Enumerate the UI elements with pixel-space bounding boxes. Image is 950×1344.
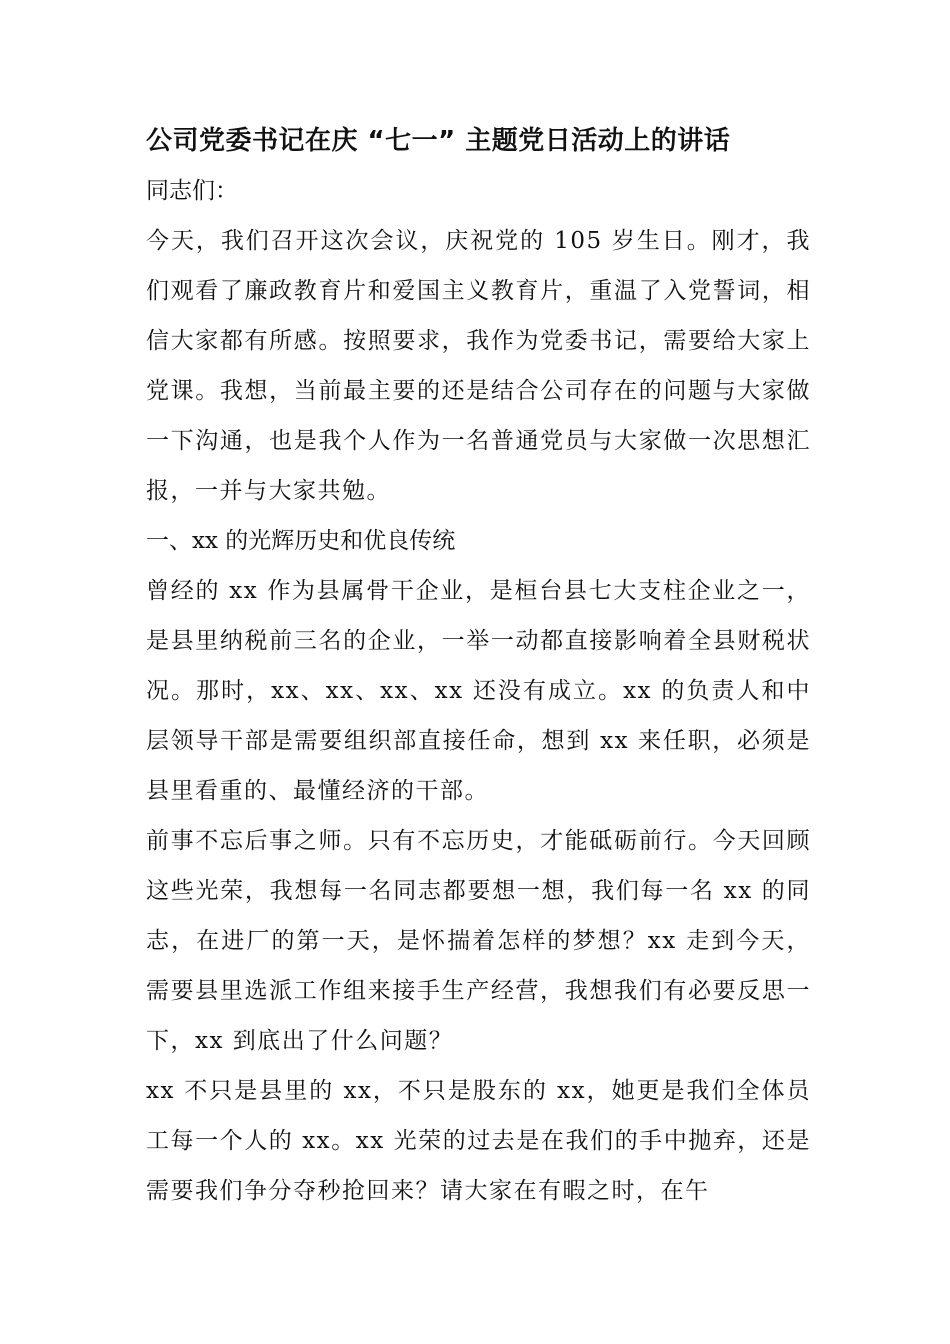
paragraph-opening: 今天，我们召开这次会议，庆祝党的 105 岁生日。刚才，我们观看了廉政教育片和爱国主义教育片，重温了入党誓词，相信大家都有所感。按照要求，我作为党委书记，需要给大家上党课。我想，当前最主要的还是结合公司存在的问题与大家做一下沟通，也是我个人作为一名普通党员与大家做一次思想汇报，一并与大家共勉。: [146, 228, 811, 504]
document-title: 公司党委书记在庆 “七一” 主题党日活动上的讲话: [146, 126, 731, 156]
document-body: [146, 116, 811, 1216]
paragraph-reflection: 前事不忘后事之师。只有不忘历史，才能砥砺前行。今天回顾这些光荣，我想每一名同志都要想一想，我们每一名 xx 的同志，在进厂的第一天，是怀揣着怎样的梦想？xx 走到今天，需要县里选派工作组来接手生产经营，我想我们有必要反思一下，xx 到底出了什么问题？: [146, 828, 811, 1054]
paragraph-history: 曾经的 xx 作为县属骨干企业，是桓台县七大支柱企业之一，是县里纳税前三名的企业，一举一动都直接影响着全县财税状况。那时，xx、xx、xx、xx 还没有成立。xx 的负责人和中层领导干部是需要组织部直接任命，想到 xx 来任职，必须是县里看重的、最懂经济的干部。: [146, 578, 811, 804]
paragraph-ownership: xx 不只是县里的 xx，不只是股东的 xx，她更是我们全体员工每一个人的 xx。xx 光荣的过去是在我们的手中抛弃，还是需要我们争分夺秒抢回来？请大家在有暇之时，在午: [146, 1078, 811, 1204]
salutation: 同志们：: [146, 178, 238, 204]
section-heading: 一、xx 的光辉历史和优良传统: [146, 528, 456, 554]
